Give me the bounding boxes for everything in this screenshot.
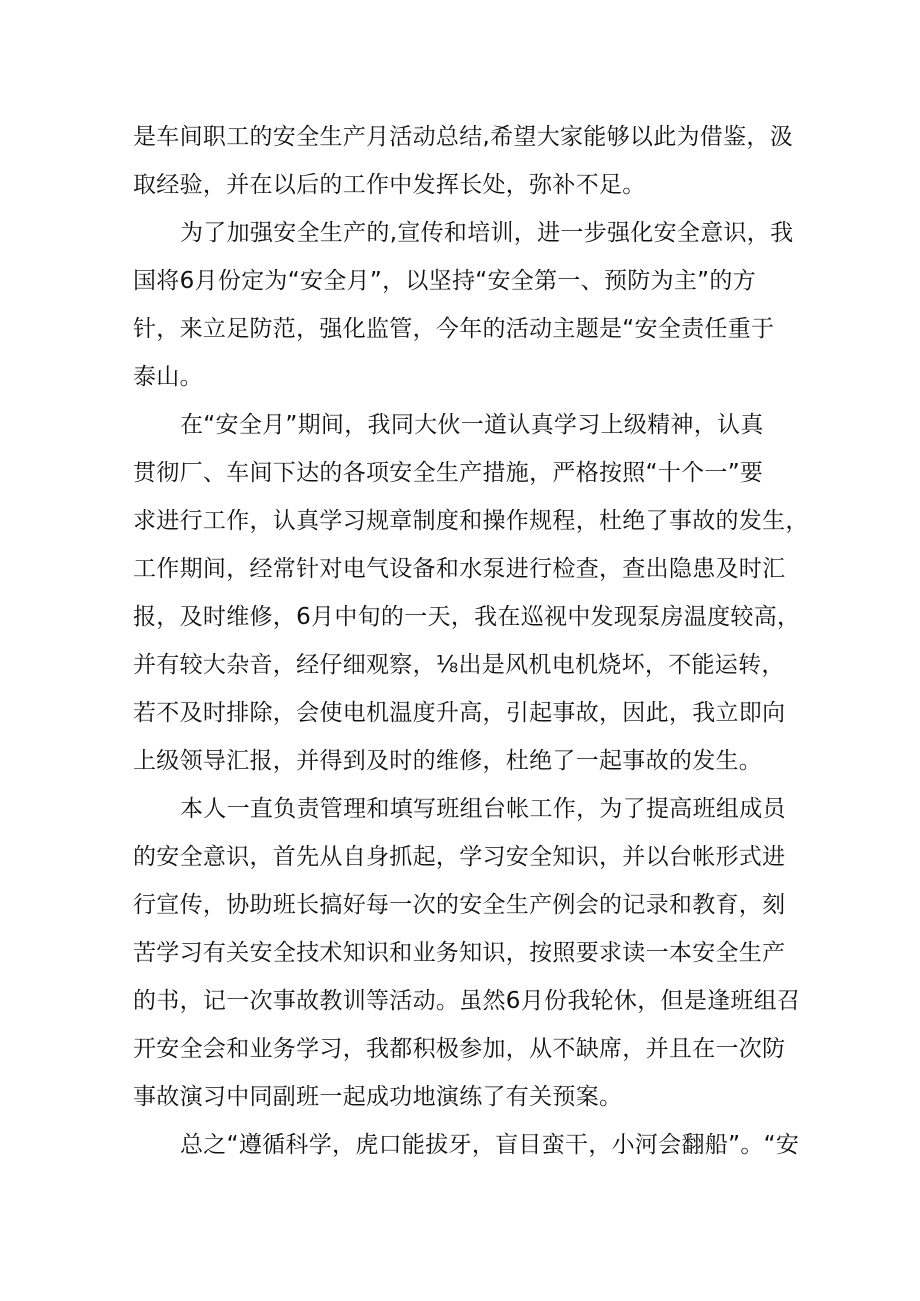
text-line-2: 取经验，并在以后的工作中发挥长处，弥补不足。: [133, 172, 646, 198]
text-line-3: 为了加强安全生产的,宣传和培训，进一步强化安全意识，我: [180, 220, 794, 246]
text-line-11: 报，及时维修，6月中旬的一天，我在巡视中发现泵房温度较高，: [133, 604, 801, 630]
text-line-13: 若不及时排除，会使电机温度升高，引起事故，因此，我立即向: [133, 700, 786, 726]
text-line-15: 本人一直负责管理和填写班组台帐工作，为了提高班组成员: [180, 796, 786, 822]
text-line-6: 泰山。: [133, 364, 203, 390]
text-line-22: 总之“遵循科学，虎口能拔牙，盲目蛮干，小河会翻船”。“安: [180, 1132, 800, 1158]
text-line-14: 上级领导汇报，并得到及时的维修，杜绝了一起事故的发生。: [133, 748, 763, 774]
text-line-21: 事故演习中同副班一起成功地演练了有关预案。: [133, 1084, 623, 1110]
text-line-4: 国将6月份定为“安全月”，以坚持“安全第一、预防为主”的方: [133, 268, 756, 294]
text-line-1: 是车间职工的安全生产月活动总结,希望大家能够以此为借鉴，汲: [133, 124, 794, 150]
text-line-7: 在“安全月”期间，我同大伙一道认真学习上级精神，认真: [180, 412, 764, 438]
text-line-8: 贯彻厂、车间下达的各项安全生产措施，严格按照“十个一”要: [133, 460, 764, 486]
text-line-16: 的安全意识，首先从自身抓起，学习安全知识，并以台帐形式进: [133, 844, 786, 870]
text-line-9: 求进行工作，认真学习规章制度和操作规程，杜绝了事故的发生，: [133, 508, 809, 534]
text-line-10: 工作期间，经常针对电气设备和水泵进行检查，查出隐患及时汇: [133, 556, 786, 582]
document-body: [133, 113, 809, 1169]
text-line-20: 开安全会和业务学习，我都积极参加，从不缺席，并且在一次防: [133, 1036, 786, 1062]
text-line-17: 行宣传，协助班长搞好每一次的安全生产例会的记录和教育，刻: [133, 892, 786, 918]
text-line-5: 针，来立足防范，强化监管，今年的活动主题是“安全责任重于: [133, 316, 775, 342]
text-line-12: 并有较大杂音，经仔细观察，⅛出是风机电机烧坏，不能运转，: [133, 652, 785, 678]
text-line-19: 的书，记一次事故教训等活动。虽然6月份我轮休，但是逢班组召: [133, 988, 801, 1014]
text-line-18: 苦学习有关安全技术知识和业务知识，按照要求读一本安全生产: [133, 940, 786, 966]
